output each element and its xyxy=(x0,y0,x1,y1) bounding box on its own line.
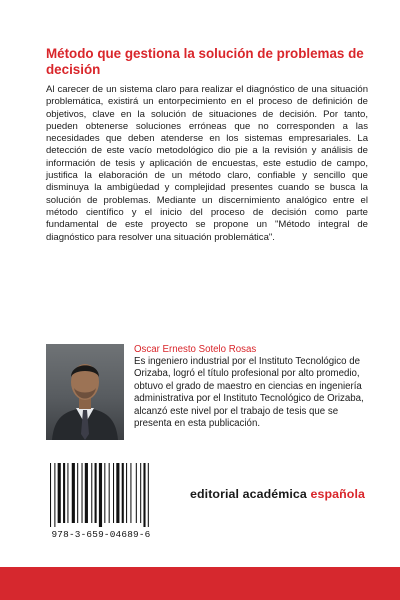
author-name: Oscar Ernesto Sotelo Rosas xyxy=(134,344,257,355)
book-title: Método que gestiona la solución de problemas de decisión xyxy=(46,46,364,77)
publisher-logo xyxy=(190,487,365,501)
author-portrait-icon xyxy=(46,344,124,440)
publisher-name-accent: española xyxy=(310,487,365,501)
barcode-icon xyxy=(46,461,156,527)
isbn-barcode xyxy=(46,461,156,539)
publisher-name: editorial académica xyxy=(190,487,307,501)
book-synopsis: Al carecer de un sistema claro para realizar el diagnóstico de una situación problemática, existirá un entorpecimiento en el proceso de definición de objetivos, clave en la solución de situaciones de decisión. Por tanto, pueden obtenerse soluciones erróneas que no corresponden a las necesidades que deben atenderse en los sistemas empresariales. La detección de este vacío metodológico dio pie a la revisión y análisis de información de tesis y aplicación de encuestas, este estudio de campo, justifica la elaboración de un método claro, confiable y sencillo que disminuya la ambigüedad y complejidad presentes cuando se busca la solución de problemas. Mediante un discernimiento analógico entre el método científico y el inicio del proceso de decisión como parte fundamental de este proyecto se propone un "Método integral de diagnóstico para resolver una situación problemática". xyxy=(46,84,368,243)
author-bio: Es ingeniero industrial por el Instituto Tecnológico de Orizaba, logró el título profesional por alto promedio, obtuvo el grado de maestro en ciencias en ingeniería administrativa por el Instituto Tecnológico de Orizaba, alcanzó este nivel por el trabajo de tesis que se presenta en esta publicación. xyxy=(134,356,364,430)
author-photo xyxy=(46,344,124,440)
isbn-number: 978-3-659-04689-6 xyxy=(51,529,151,540)
footer-band xyxy=(0,567,400,600)
